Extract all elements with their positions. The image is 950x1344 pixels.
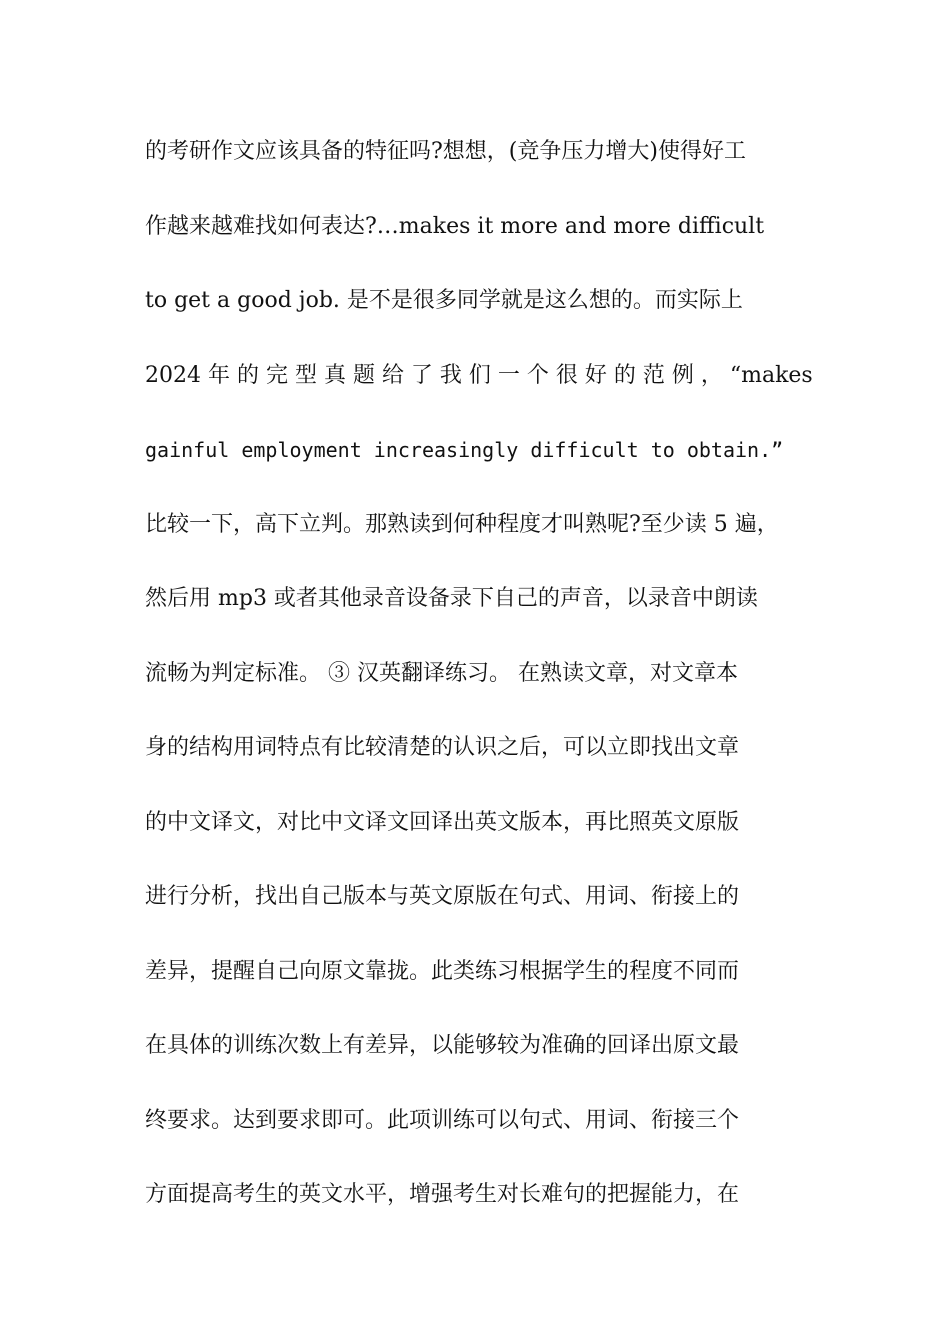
text-line: 的考研作文应该具备的特征吗?想想，(竞争压力增大)使得好工 <box>145 139 746 164</box>
text-line: 的中文译文，对比中文译文回译出英文版本，再比照英文原版 <box>145 809 740 835</box>
text-line: 方面提高考生的英文水平，增强考生对长难句的把握能力，在 <box>145 1182 740 1207</box>
text-line: to get a good job. 是不是很多同学就是这么想的。而实际上 <box>145 288 743 313</box>
document-body <box>145 132 825 1250</box>
text-line: 身的结构用词特点有比较清楚的认识之后，可以立即找出文章 <box>145 735 740 760</box>
text-line: 进行分析，找出自己版本与英文原版在句式、用词、衔接上的 <box>145 884 740 909</box>
text-line: 然后用 mp3 或者其他录音设备录下自己的声音，以录音中朗读 <box>145 586 758 611</box>
text-line: 比较一下，高下立判。那熟读到何种程度才叫熟呢?至少读 5 遍， <box>145 511 779 537</box>
text-line: 作越来越难找如何表达?…makes it more and more difficult <box>145 213 765 239</box>
text-line: gainful employment increasingly difficult to obtain.” <box>145 438 784 462</box>
text-line: 终要求。达到要求即可。此项训练可以句式、用词、衔接三个 <box>145 1107 740 1133</box>
text-line: 差异，提醒自己向原文靠拢。此类练习根据学生的程度不同而 <box>145 958 740 984</box>
text-line: 在具体的训练次数上有差异，以能够较为准确的回译出原文最 <box>145 1033 740 1058</box>
text-line: 流畅为判定标准。 ③ 汉英翻译练习。 在熟读文章，对文章本 <box>145 660 738 686</box>
text-line: 2024 年 的 完 型 真 题 给 了 我 们 一 个 很 好 的 范 例 ， “makes <box>145 362 813 388</box>
